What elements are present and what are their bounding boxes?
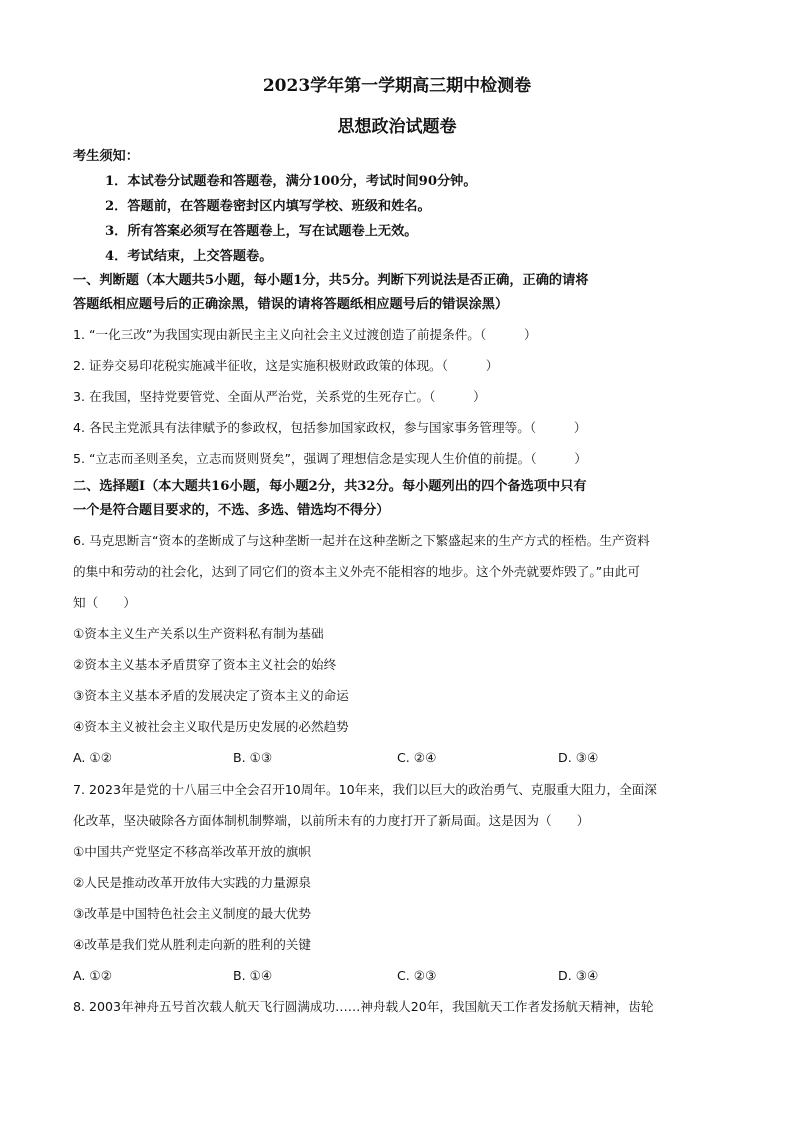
notice-item: 1．本试卷分试题卷和答题卷，满分100分，考试时间90分钟。 bbox=[105, 174, 477, 189]
q7-option-a: A. ①② bbox=[73, 968, 112, 983]
section1-heading-cont: 答题纸相应题号后的正确涂黑，错误的请将答题纸相应题号后的错误涂黑） bbox=[73, 297, 509, 312]
q6-option-c: C. ②④ bbox=[397, 750, 437, 765]
section1-heading: 一、判断题（本大题共5小题，每小题1分，共5分。判断下列说法是否正确，正确的请将 bbox=[73, 273, 589, 288]
q7-option-b: B. ①④ bbox=[233, 968, 273, 983]
q7-statement-3: ③改革是中国特色社会主义制度的最大优势 bbox=[73, 906, 311, 921]
q8-stem: 8. 2003年神舟五号首次载人航天飞行圆满成功……神舟载人20年，我国航天工作者发扬航天精神，齿轮 bbox=[73, 999, 654, 1014]
q6-statement-4: ④资本主义被社会主义取代是历史发展的必然趋势 bbox=[73, 719, 349, 734]
q7-option-c: C. ②③ bbox=[397, 968, 437, 983]
judge-question-1: 1. “一化三改”为我国实现由新民主主义向社会主义过渡创造了前提条件。（ ） bbox=[73, 327, 537, 342]
section2-heading-cont: 一个是符合题目要求的，不选、多选、错选均不得分） bbox=[73, 503, 390, 518]
judge-question-2: 2. 证券交易印花税实施减半征收，这是实施积极财政政策的体现。（ ） bbox=[73, 358, 499, 373]
q6-option-a: A. ①② bbox=[73, 750, 112, 765]
q7-statement-2: ②人民是推动改革开放伟大实践的力量源泉 bbox=[73, 875, 311, 890]
notice-item: 3．所有答案必须写在答题卷上，写在试题卷上无效。 bbox=[105, 224, 418, 239]
section2-heading: 二、选择题Ⅰ（本大题共16小题，每小题2分，共32分。每小题列出的四个备选项中只有 bbox=[73, 479, 587, 494]
q7-statement-1: ①中国共产党坚定不移高举改革开放的旗帜 bbox=[73, 844, 311, 859]
notice-item: 4．考试结束，上交答题卷。 bbox=[105, 249, 273, 264]
notice-item: 2．答题前，在答题卷密封区内填写学校、班级和姓名。 bbox=[105, 199, 431, 214]
q6-statement-2: ②资本主义基本矛盾贯穿了资本主义社会的始终 bbox=[73, 657, 337, 672]
q6-option-d: D. ③④ bbox=[558, 750, 599, 765]
q6-statement-1: ①资本主义生产关系以生产资料私有制为基础 bbox=[73, 626, 324, 641]
q7-stem: 7. 2023年是党的十八届三中全会召开10周年。10年来，我们以巨大的政治勇气、克服重大阻力，全面深 bbox=[73, 782, 657, 797]
q6-stem-cont: 的集中和劳动的社会化，达到了同它们的资本主义外壳不能相容的地步。这个外壳就要炸毁了。”由此可 bbox=[73, 564, 640, 579]
judge-question-3: 3. 在我国，坚持党要管党、全面从严治党，关系党的生死存亡。（ ） bbox=[73, 389, 486, 404]
q6-statement-3: ③资本主义基本矛盾的发展决定了资本主义的命运 bbox=[73, 688, 349, 703]
q6-stem: 6. 马克思断言“资本的垄断成了与这种垄断一起并在这种垄断之下繁盛起来的生产方式的桎梏。生产资料 bbox=[73, 533, 650, 548]
notice-heading: 考生须知： bbox=[73, 149, 139, 164]
q6-stem-end: 知（ ） bbox=[73, 595, 136, 610]
judge-question-5: 5. “立志而圣则圣矣，立志而贤则贤矣”，强调了理想信念是实现人生价值的前提。（ ） bbox=[73, 451, 587, 466]
exam-title: 2023学年第一学期高三期中检测卷 bbox=[262, 76, 532, 96]
q7-statement-4: ④改革是我们党从胜利走向新的胜利的关键 bbox=[73, 937, 311, 952]
judge-question-4: 4. 各民主党派具有法律赋予的参政权，包括参加国家政权，参与国家事务管理等。（ ） bbox=[73, 420, 587, 435]
exam-subtitle: 思想政治试题卷 bbox=[337, 117, 457, 137]
q7-option-d: D. ③④ bbox=[558, 968, 599, 983]
q6-option-b: B. ①③ bbox=[233, 750, 273, 765]
q7-stem-cont: 化改革，坚决破除各方面体制机制弊端，以前所未有的力度打开了新局面。这是因为（ ） bbox=[73, 813, 590, 828]
